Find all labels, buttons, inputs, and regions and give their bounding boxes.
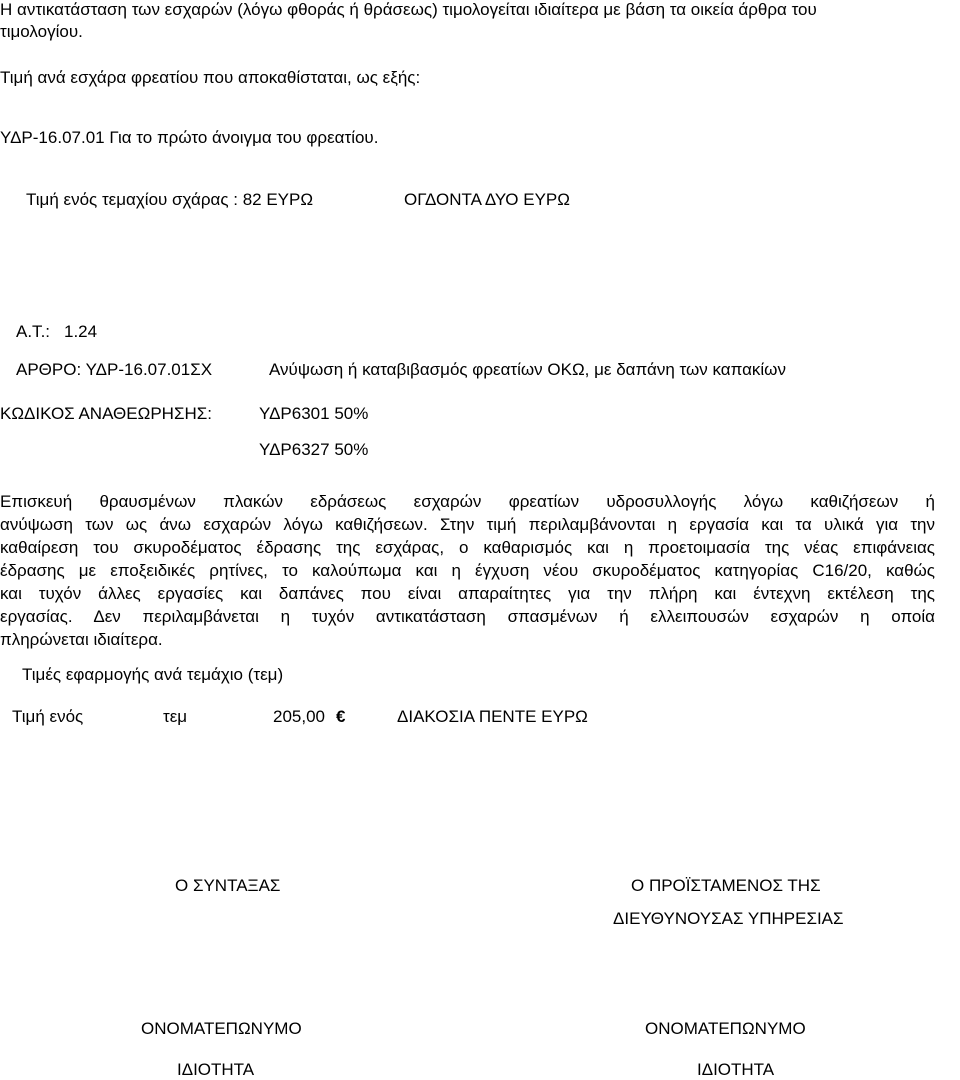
price-amount: 205,00 — [273, 707, 325, 726]
description-line: εργασίας. Δεν περιλαμβάνεται η τυχόν αντικατάσταση σπασμένων ή ελλειπουσών εσχαρών η οποία — [0, 607, 935, 626]
unit-price-label: Τιμή ενός τεμαχίου σχάρας : 82 ΕΥΡΩ — [26, 190, 314, 209]
signature-right-title-2: ΔΙΕΥΘΥΝΟΥΣΑΣ ΥΠΗΡΕΣΙΑΣ — [613, 909, 844, 928]
description-paragraph — [0, 490, 935, 651]
description-line: ανύψωση των ως άνω εσχαρών λόγω καθιζήσεων. Στην τιμή περιλαμβάνονται η εργασία και τα υλικά για την — [0, 515, 935, 534]
signature-right-name: ΟΝΟΜΑΤΕΠΩΝΥΜΟ — [645, 1019, 806, 1038]
at-value: 1.24 — [64, 322, 98, 341]
revision-label: ΚΩΔΙΚΟΣ ΑΝΑΘΕΩΡΗΣΗΣ: — [0, 404, 212, 423]
price-intro: Τιμή ανά εσχάρα φρεατίου που αποκαθίσταται, ως εξής: — [0, 68, 421, 87]
description-line: πληρώνεται ιδιαίτερα. — [0, 630, 163, 649]
intro-line-2: τιμολογίου. — [0, 22, 83, 41]
unit-label: τεμ — [163, 707, 188, 726]
revision-code-1: ΥΔΡ6301 50% — [259, 404, 369, 423]
description-line: έδρασης με εποξειδικές ρητίνες, το καλούπωμα και η έγχυση νέου σκυροδέματος κατηγορίας C16/20, καθώς — [0, 561, 935, 580]
signature-left-name: ΟΝΟΜΑΤΕΠΩΝΥΜΟ — [141, 1019, 302, 1038]
signature-left-role: ΙΔΙΟΤΗΤΑ — [177, 1060, 255, 1079]
description-line: Επισκευή θραυσμένων πλακών εδράσεως εσχαρών φρεατίων υδροσυλλογής λόγω καθιζήσεων ή — [0, 492, 935, 511]
signature-left-title: Ο ΣΥΝΤΑΞΑΣ — [175, 876, 281, 895]
intro-line-1: Η αντικατάσταση των εσχαρών (λόγω φθοράς ή θράσεως) τιμολογείται ιδιαίτερα με βάση τα οικεία άρθρα του — [0, 0, 817, 19]
article-title: Ανύψωση ή καταβιβασμός φρεατίων ΟΚΩ, με δαπάνη των καπακίων — [269, 360, 786, 379]
signature-right-role: ΙΔΙΟΤΗΤΑ — [697, 1060, 775, 1079]
at-label: Α.Τ.: — [16, 322, 51, 341]
revision-code-2: ΥΔΡ6327 50% — [259, 440, 369, 459]
unit-price-words: ΟΓΔΟΝΤΑ ΔΥΟ ΕΥΡΩ — [404, 190, 570, 209]
article-code: ΑΡΘΡΟ: ΥΔΡ-16.07.01ΣΧ — [16, 360, 213, 379]
signature-right-title-1: Ο ΠΡΟΪΣΤΑΜΕΝΟΣ ΤΗΣ — [631, 876, 821, 895]
description-line: και τυχόν άλλες εργασίες και δαπάνες που είναι απαραίτητες για την πλήρη και έντεχνη εκτέλεση της — [0, 584, 935, 603]
euro-icon: € — [336, 707, 346, 726]
applied-prices-label: Τιμές εφαρμογής ανά τεμάχιο (τεμ) — [22, 665, 284, 684]
item-line: ΥΔΡ-16.07.01 Για το πρώτο άνοιγμα του φρεατίου. — [0, 128, 379, 147]
price-of-one-label: Τιμή ενός — [12, 707, 84, 726]
description-line: καθαίρεση του σκυροδέματος έδρασης της εσχάρας, ο καθαρισμός και η προετοιμασία της νέας επιφάνειας — [0, 538, 935, 557]
amount-words: ΔΙΑΚΟΣΙΑ ΠΕΝΤΕ ΕΥΡΩ — [397, 707, 588, 726]
